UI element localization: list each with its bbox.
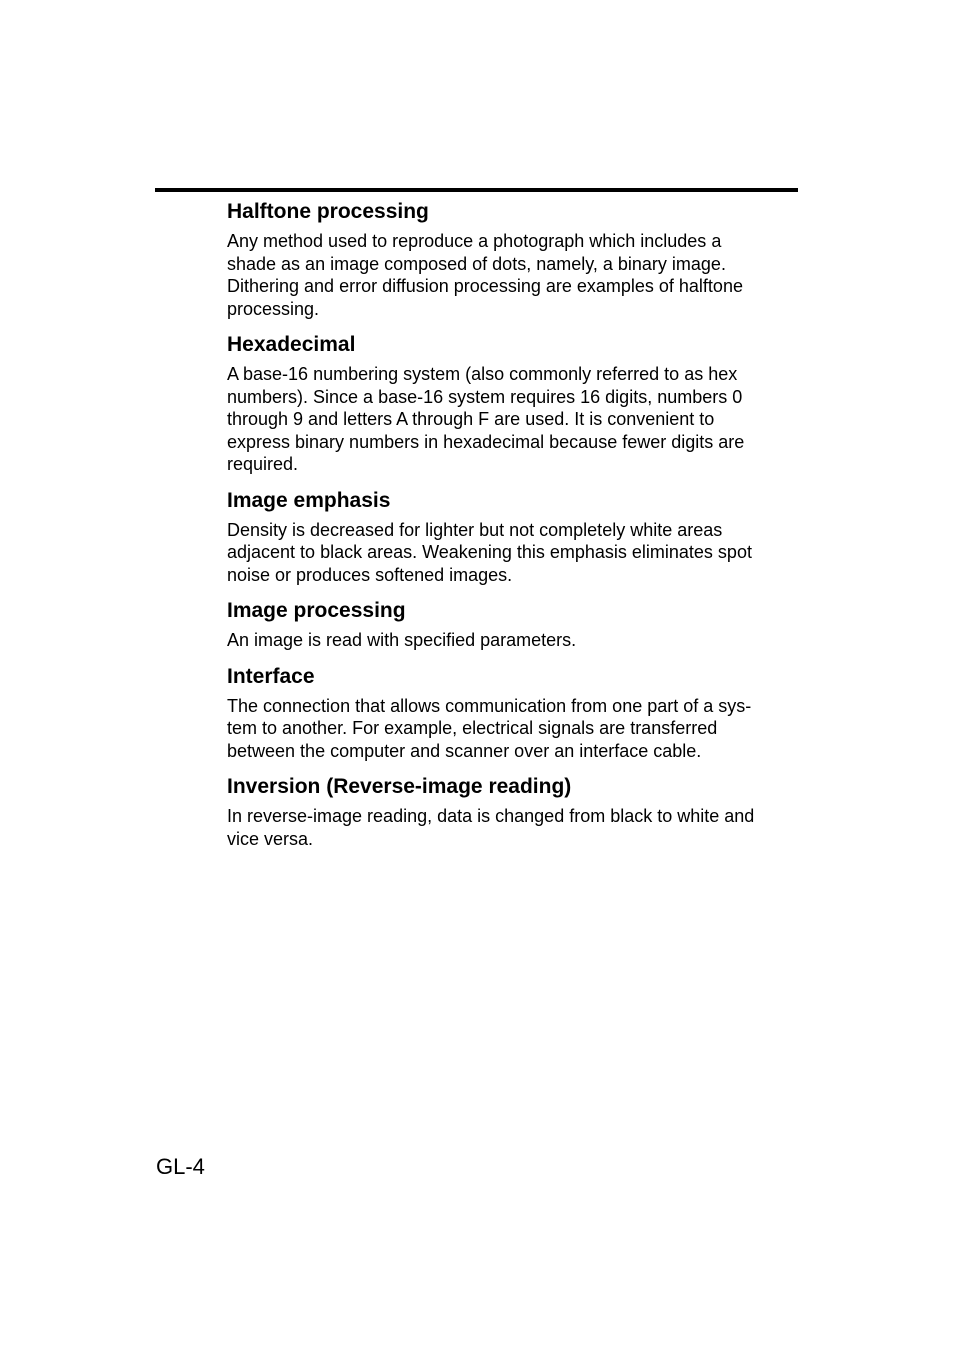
top-rule <box>155 188 798 192</box>
definition-line: The connection that allows communication from one part of a sys- <box>227 695 752 716</box>
definition-line: through 9 and letters A through F are used. It is convenient to <box>227 409 715 429</box>
glossary-definition <box>227 629 793 652</box>
definition-line: numbers). Since a base-16 system requires 16 digits, numbers 0 <box>227 386 743 407</box>
glossary-list <box>227 199 793 862</box>
glossary-term: Interface <box>227 664 315 688</box>
definition-line: An image is read with specified parameters. <box>227 630 577 650</box>
glossary-entry-image-emphasis <box>227 488 793 587</box>
page-number: GL-4 <box>156 1154 205 1179</box>
glossary-entry-hexadecimal <box>227 332 793 476</box>
definition-line: between the computer and scanner over an interface cable. <box>227 740 702 761</box>
definition-line: adjacent to black areas. Weakening this emphasis eliminates spot <box>227 542 752 562</box>
definition-line: In reverse-image reading, data is changed from black to white and <box>227 806 755 826</box>
definition-line: Dithering and error diffusion processing are examples of halftone <box>227 276 743 296</box>
glossary-term: Hexadecimal <box>227 333 356 356</box>
definition-line: Any method used to reproduce a photograph which includes a <box>227 231 722 251</box>
glossary-entry-image-processing <box>227 598 793 652</box>
definition-line: Density is decreased for lighter but not completely white areas <box>227 519 723 540</box>
glossary-definition <box>227 363 793 476</box>
glossary-definition <box>227 695 793 763</box>
glossary-entry-inversion <box>227 774 793 850</box>
glossary-entry-interface <box>227 664 793 763</box>
glossary-term: Image processing <box>227 599 406 622</box>
definition-line: express binary numbers in hexadecimal because fewer digits are <box>227 431 745 452</box>
glossary-term: Halftone processing <box>227 200 429 223</box>
glossary-definition <box>227 230 793 320</box>
definition-line: noise or produces softened images. <box>227 564 513 585</box>
glossary-term: Image emphasis <box>227 488 391 512</box>
definition-line: required. <box>227 454 299 474</box>
glossary-definition <box>227 805 793 850</box>
definition-line: tem to another. For example, electrical signals are transferred <box>227 718 718 738</box>
definition-line: vice versa. <box>227 828 314 849</box>
glossary-entry-halftone-processing <box>227 199 793 320</box>
definition-line: A base-16 numbering system (also commonly referred to as hex <box>227 364 738 384</box>
glossary-definition <box>227 519 793 587</box>
glossary-term: Inversion (Reverse-image reading) <box>227 775 572 798</box>
definition-line: shade as an image composed of dots, namely, a binary image. <box>227 253 726 274</box>
definition-line: processing. <box>227 298 320 319</box>
